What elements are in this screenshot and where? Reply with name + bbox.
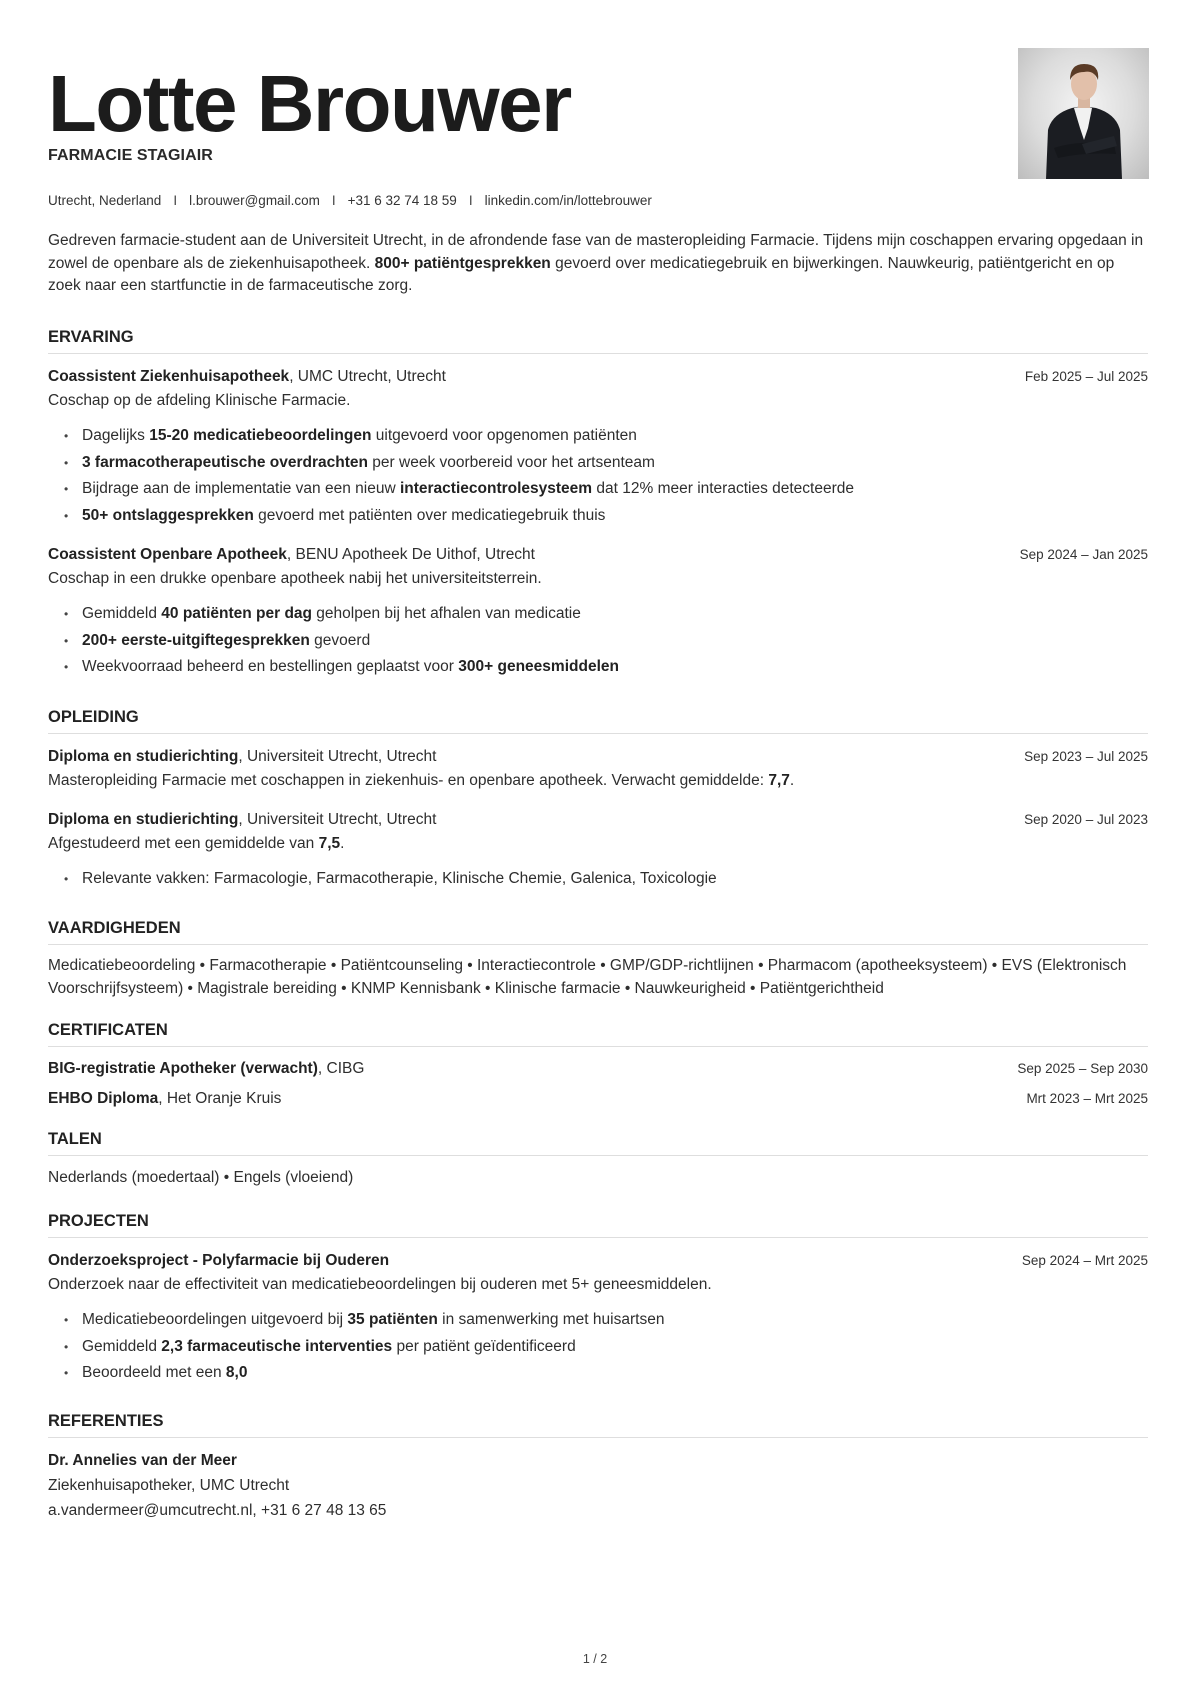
certificate-entry xyxy=(48,1058,1148,1080)
certificate-entry xyxy=(48,1088,1148,1110)
education-entry-header xyxy=(48,809,1148,831)
separator: I xyxy=(173,193,178,208)
candidate-name: Lotte Brouwer xyxy=(48,59,571,148)
summary-text: gevoerd over medicatiegebruik en bijwerkingen. Nauwkeurig, patiëntgericht en op zoek naar een startfunctie in de farmaceutische zorg. xyxy=(48,254,1115,294)
education-description: Afgestudeerd met een gemiddelde van 7,5. xyxy=(48,835,345,852)
experience-org: , UMC Utrecht, Utrecht xyxy=(289,368,446,385)
project-entry-header xyxy=(48,1250,1148,1272)
section-title-skills: VAARDIGHEDEN xyxy=(48,919,1148,945)
linkedin-link[interactable]: linkedin.com/in/lottebrouwer xyxy=(484,193,652,208)
reference-position: Ziekenhuisapotheker, UMC Utrecht xyxy=(48,1477,290,1494)
certificate-date: Sep 2025 – Sep 2030 xyxy=(1017,1061,1148,1076)
reference-contact: a.vandermeer@umcutrecht.nl, +31 6 27 48 13 65 xyxy=(48,1502,387,1519)
bullet-item: • Gemiddeld 2,3 farmaceutische interventies per patiënt geïdentificeerd xyxy=(48,1334,1148,1361)
experience-entry-header xyxy=(48,366,1148,388)
section-title-languages: TALEN xyxy=(48,1130,1148,1156)
separator: I xyxy=(331,193,336,208)
section-title-references: REFERENTIES xyxy=(48,1412,1148,1438)
education-org: , Universiteit Utrecht, Utrecht xyxy=(238,811,437,828)
skills-list: Medicatiebeoordeling • Farmacotherapie • Patiëntcounseling • Interactiecontrole • GMP/GDP-richtlijnen • Pharmacom (apotheeksysteem) • EVS (Elektronisch Voorschrijfsysteem) • Magistrale bereiding • KNMP Kennisbank • Klinische farmacie • Nauwkeurigheid • Patiëntgerichtheid xyxy=(48,957,1127,997)
bullet-item: • 200+ eerste-uitgiftegesprekken gevoerd xyxy=(48,628,1148,655)
education-degree: Diploma en studierichting xyxy=(48,811,239,828)
certificate-name: BIG-registratie Apotheker (verwacht) xyxy=(48,1060,318,1077)
bullet-item: • Relevante vakken: Farmacologie, Farmacotherapie, Klinische Chemie, Galenica, Toxicologie xyxy=(48,866,1148,893)
experience-date: Sep 2024 – Jan 2025 xyxy=(1019,547,1148,562)
bullet-item: • Dagelijks 15-20 medicatiebeoordelingen uitgevoerd voor opgenomen patiënten xyxy=(48,423,1148,450)
certificate-org: , CIBG xyxy=(317,1060,365,1077)
contact-bar xyxy=(48,193,652,208)
education-degree: Diploma en studierichting xyxy=(48,748,239,765)
summary-highlight: 800+ patiëntgesprekken xyxy=(374,254,551,272)
languages-list: Nederlands (moedertaal) • Engels (vloeiend) xyxy=(48,1169,354,1186)
education-description: Masteropleiding Farmacie met coschappen in ziekenhuis- en openbare apotheek. Verwacht gemiddelde: 7,7. xyxy=(48,772,795,789)
person-photo-icon xyxy=(1018,48,1149,179)
experience-role: Coassistent Ziekenhuisapotheek xyxy=(48,368,290,385)
experience-entry-header xyxy=(48,544,1148,566)
page-number: 1 / 2 xyxy=(582,1652,608,1666)
education-entry-header xyxy=(48,746,1148,768)
project-date: Sep 2024 – Mrt 2025 xyxy=(1021,1253,1148,1268)
bullet-item: • Beoordeeld met een 8,0 xyxy=(48,1360,1148,1387)
section-title-education: OPLEIDING xyxy=(48,708,1148,734)
education-org: , Universiteit Utrecht, Utrecht xyxy=(238,748,437,765)
section-title-experience: ERVARING xyxy=(48,328,1148,354)
experience-bullets xyxy=(48,423,1148,529)
profile-summary xyxy=(48,230,1148,298)
reference-name: Dr. Annelies van der Meer xyxy=(48,1452,237,1469)
certificate-name: EHBO Diploma xyxy=(48,1090,159,1107)
bullet-item: • 3 farmacotherapeutische overdrachten per week voorbereid voor het artsenteam xyxy=(48,450,1148,477)
phone-text: +31 6 32 74 18 59 xyxy=(347,193,457,208)
location-text: Utrecht, Nederland xyxy=(48,193,162,208)
experience-bullets xyxy=(48,601,1148,681)
bullet-item: • Gemiddeld 40 patiënten per dag geholpen bij het afhalen van medicatie xyxy=(48,601,1148,628)
bullet-item: • Weekvoorraad beheerd en bestellingen geplaatst voor 300+ geneesmiddelen xyxy=(48,654,1148,681)
education-bullets xyxy=(48,866,1148,893)
experience-description: Coschap in een drukke openbare apotheek nabij het universiteitsterrein. xyxy=(48,570,542,587)
email-link[interactable]: l.brouwer@gmail.com xyxy=(189,193,320,208)
section-title-projects: PROJECTEN xyxy=(48,1212,1148,1238)
experience-org: , BENU Apotheek De Uithof, Utrecht xyxy=(286,546,535,563)
summary-text: Gedreven farmacie-student aan de Universiteit Utrecht, in de afrondende fase van de masteropleiding Farmacie. Tijdens mijn coschappen ervaring opgedaan in zowel de openbare als de ziekenhuisapotheek. xyxy=(48,232,1144,272)
project-name: Onderzoeksproject - Polyfarmacie bij Ouderen xyxy=(48,1252,390,1269)
job-title: FARMACIE STAGIAIR xyxy=(48,147,213,164)
profile-photo xyxy=(1018,48,1149,179)
certificate-date: Mrt 2023 – Mrt 2025 xyxy=(1026,1091,1148,1106)
experience-date: Feb 2025 – Jul 2025 xyxy=(1024,369,1148,384)
education-date: Sep 2020 – Jul 2023 xyxy=(1024,812,1148,827)
experience-role: Coassistent Openbare Apotheek xyxy=(48,546,287,563)
experience-description: Coschap op de afdeling Klinische Farmacie. xyxy=(48,392,351,409)
bullet-item: • Bijdrage aan de implementatie van een nieuw interactiecontrolesysteem dat 12% meer interacties detecteerde xyxy=(48,476,1148,503)
education-date: Sep 2023 – Jul 2025 xyxy=(1024,749,1148,764)
bullet-item: • 50+ ontslaggesprekken gevoerd met patiënten over medicatiegebruik thuis xyxy=(48,503,1148,530)
section-title-certificates: CERTIFICATEN xyxy=(48,1021,1148,1047)
separator: I xyxy=(468,193,473,208)
bullet-item: • Medicatiebeoordelingen uitgevoerd bij 35 patiënten in samenwerking met huisartsen xyxy=(48,1307,1148,1334)
project-bullets xyxy=(48,1307,1148,1387)
certificate-org: , Het Oranje Kruis xyxy=(158,1090,282,1107)
project-description: Onderzoek naar de effectiviteit van medicatiebeoordelingen bij ouderen met 5+ geneesmiddelen. xyxy=(48,1276,712,1293)
